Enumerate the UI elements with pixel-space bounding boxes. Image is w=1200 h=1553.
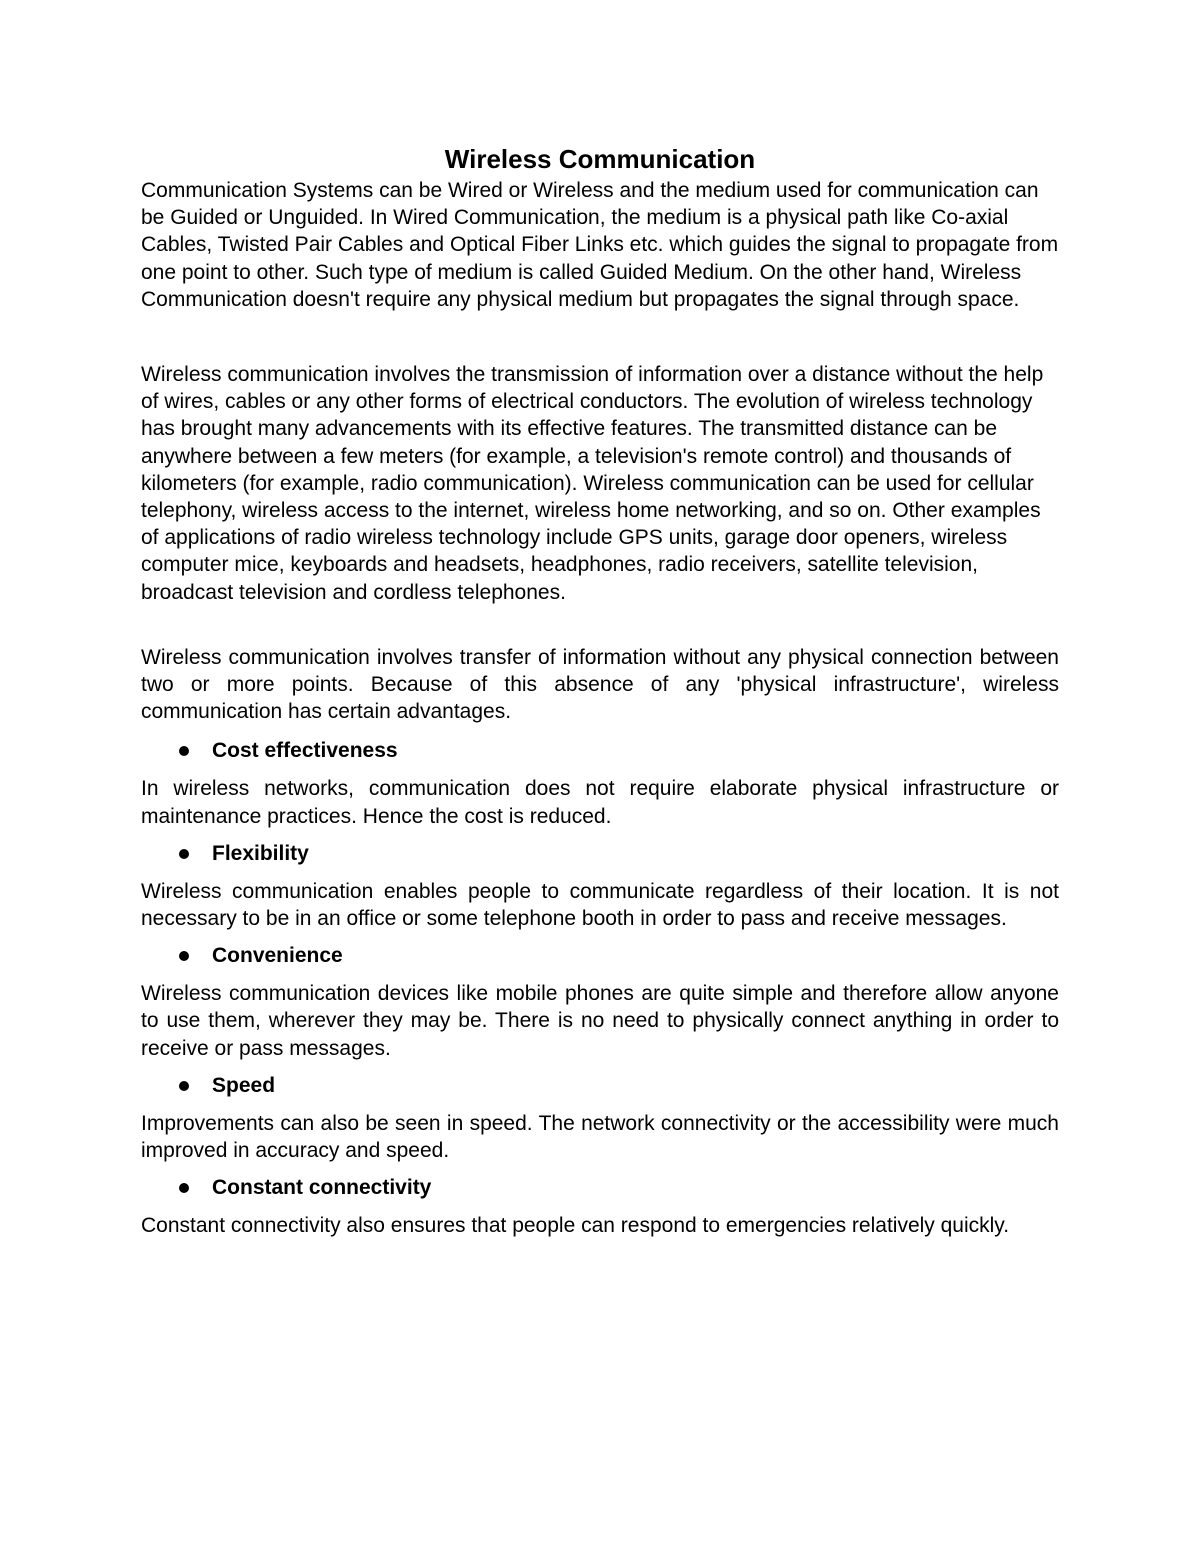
bullet-icon [179, 849, 189, 859]
bullet-heading: Cost effectiveness [212, 739, 398, 763]
bullet-icon [179, 951, 189, 961]
bullet-cost-effectiveness [179, 737, 1059, 765]
advantage-text: Wireless communication devices like mobile phones are quite simple and therefore allow anyone to use them, wherever they may be. There is no need to physically connect anything in order to receive or pass messages. [141, 982, 1059, 1060]
advantages-intro-paragraph: Wireless communication involves transfer of information without any physical connection between two or more points. Because of this absence of any 'physical infrastructure', wireless communication has certain advantages. [141, 645, 1059, 724]
advantage-text: Improvements can also be seen in speed. The network connectivity or the accessibility were much improved in accuracy and speed. [141, 1111, 1059, 1163]
bullet-heading: Convenience [212, 944, 343, 968]
intro-paragraph: Communication Systems can be Wired or Wireless and the medium used for communication can be Guided or Unguided. In Wired Communication, the medium is a physical path like Co-axial Cables, Twisted Pair Cables and Optical Fiber Links etc. which guides the signal to propagate from one point to other. Such type of medium is called Guided Medium. On the other hand, Wireless Communication doesn't require any physical medium but propagates the signal through space. [141, 179, 1059, 311]
advantage-text: Wireless communication enables people to communicate regardless of their location. It is not necessary to be in an office or some telephone booth in order to pass and receive messages. [141, 879, 1059, 931]
bullet-constant-connectivity [179, 1174, 1059, 1202]
document-page [141, 141, 1059, 1239]
advantage-text: Constant connectivity also ensures that people can respond to emergencies relatively quickly. [141, 1214, 1010, 1238]
details-paragraph: Wireless communication involves the transmission of information over a distance without the help of wires, cables or any other forms of electrical conductors. The evolution of wireless technology has brought many advancements with its effective features. The transmitted distance can be anywhere between a few meters (for example, a television's remote control) and thousands of kilometers (for example, radio communication). Wireless communication can be used for cellular telephony, wireless access to the internet, wireless home networking, and so on. Other examples of applications of radio wireless technology include GPS units, garage door openers, wireless computer mice, keyboards and headsets, headphones, radio receivers, satellite television, broadcast television and cordless telephones. [141, 363, 1044, 604]
document-title: Wireless Communication [444, 144, 756, 174]
bullet-icon [179, 746, 189, 756]
advantage-text: In wireless networks, communication does not require elaborate physical infrastructure or maintenance practices. Hence the cost is reduced. [141, 777, 1059, 828]
bullet-flexibility [179, 840, 1059, 868]
bullet-speed [179, 1072, 1059, 1100]
bullet-heading: Speed [212, 1073, 276, 1097]
bullet-icon [179, 1081, 189, 1091]
bullet-heading: Flexibility [212, 841, 309, 865]
bullet-convenience [179, 942, 1059, 970]
bullet-heading: Constant connectivity [212, 1176, 432, 1200]
bullet-icon [179, 1183, 189, 1193]
